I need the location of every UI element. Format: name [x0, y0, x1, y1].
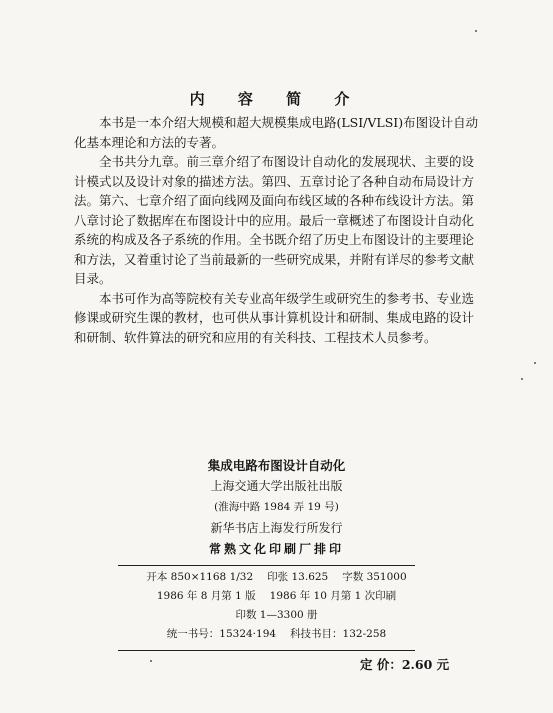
pub-line-1	[0, 568, 553, 587]
book-title: 集成电路布图设计自动化	[207, 458, 346, 473]
publisher-address: (淮海中路 1984 弄 19 号)	[214, 501, 339, 513]
format: 开本 850×1168 1/32	[146, 571, 254, 583]
divider-bottom	[118, 650, 415, 651]
speck	[534, 362, 536, 364]
book-summary	[74, 113, 484, 347]
distributor: 新华书店上海发行所发行	[210, 521, 343, 535]
sheets: 印张 13.625	[267, 571, 329, 583]
speck	[150, 660, 152, 662]
catalog-number: 科技书目：132-258	[290, 628, 387, 640]
pub-line-2	[0, 587, 553, 606]
speck	[521, 378, 523, 380]
print-run: 印数 1—3300 册	[235, 609, 318, 621]
speck	[475, 30, 477, 32]
section-title: 内 容 简 介	[189, 90, 364, 108]
printer: 常熟文化印刷厂排印	[208, 542, 344, 556]
edition: 1986 年 8 月第 1 版	[156, 590, 256, 602]
summary-paragraph-1: 本书是一本介绍大规模和超大规模集成电路(LSI/VLSI)布图设计自动化基本理论和方法的专著。	[74, 115, 479, 150]
word-count: 字数 351000	[342, 571, 407, 583]
price: 定 价：2.60 元	[360, 657, 450, 672]
publication-details	[0, 568, 553, 644]
publisher: 上海交通大学出版社出版	[210, 479, 343, 493]
printing: 1986 年 10 月第 1 次印刷	[269, 590, 397, 602]
pub-line-4	[0, 625, 553, 644]
summary-paragraph-2: 全书共分九章。前三章介绍了布图设计自动化的发展现状、主要的设计模式以及设计对象的描述方法。第四、五章讨论了各种自动布局设计方法。第六、七章介绍了面向线网及面向布线区域的各种布线设计方法。第八章讨论了数据库在布图设计中的应用。最后一章概述了布图设计自动化系统的构成及各子系统的作用。全书既介绍了历史上布图设计的主要理论和方法，又着重讨论了当前最新的一些研究成果，并附有详尽的参考文献目录。	[74, 154, 475, 286]
divider-top	[118, 565, 415, 566]
colophon	[0, 455, 553, 560]
summary-paragraph-3: 本书可作为高等院校有关专业高年级学生或研究生的参考书、专业选修课或研究生课的教材，也可供从事计算机设计和研制、集成电路的设计和研制、软件算法的研究和应用的有关科技、工程技术人员参考。	[74, 290, 475, 345]
unified-book-number: 统一书号：15324·194	[166, 628, 277, 640]
